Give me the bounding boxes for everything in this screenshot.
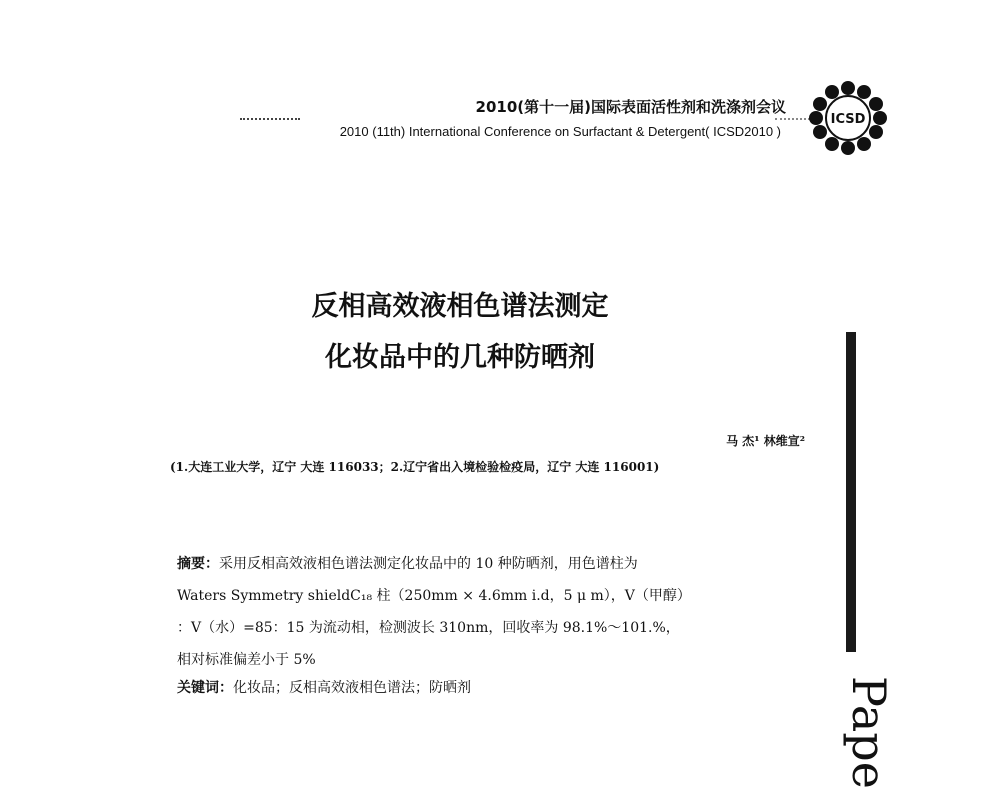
conference-title-cn: 2010(第十一届)国际表面活性剂和洗涤剂会议 [475, 98, 786, 116]
paper-title-line2: 化妆品中的几种防晒剂 [325, 342, 595, 373]
conference-title-en: 2010 (11th) International Conference on Surfactant & Detergent( ICSD2010 ) [339, 124, 781, 139]
side-tab-label: Pape [842, 676, 896, 789]
icsd-logo [806, 78, 890, 158]
abstract-text-1: 采用反相高效液相色谱法测定化妆品中的 10 种防晒剂，用色谱柱为 [219, 556, 638, 572]
abstract-label: 摘要： [177, 556, 219, 572]
abstract-line-2: Waters Symmetry shieldC₁₈ 柱（250mm × 4.6mm i.d，5 μ m），V（甲醇） [177, 588, 691, 604]
header-dots-left [240, 118, 300, 122]
abstract-line-3: ：V（水）=85：15 为流动相，检测波长 310nm，回收率为 98.1%～101.%， [177, 620, 680, 636]
logo-text: ICSD [830, 112, 866, 127]
affiliations: (1.大连工业大学，辽宁 大连 116033；2.辽宁省出入境检验检疫局，辽宁 大连 116001) [170, 460, 660, 474]
abstract-line-1 [177, 548, 777, 580]
keywords-text: 化妆品；反相高效液相色谱法；防晒剂 [233, 680, 471, 696]
authors: 马 杰¹ 林维宣² [726, 434, 805, 448]
keywords-label: 关键词： [177, 680, 233, 696]
side-bar-decoration [846, 332, 856, 652]
header-dots-right [775, 118, 810, 122]
paper-title-line1: 反相高效液相色谱法测定 [311, 291, 609, 322]
abstract [177, 548, 777, 676]
abstract-line-4: 相对标准偏差小于 5% [177, 652, 316, 668]
keywords [177, 677, 471, 697]
